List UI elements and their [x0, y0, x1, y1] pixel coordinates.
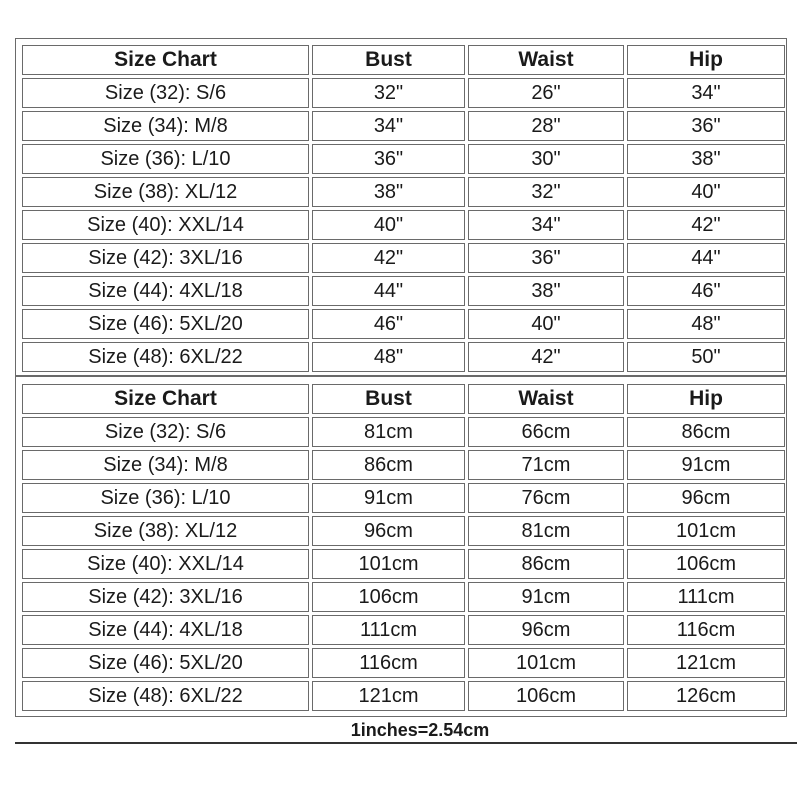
- size-cell: Size (36): L/10: [22, 144, 309, 174]
- waist-cell: 96cm: [468, 615, 624, 645]
- table-row: [22, 549, 785, 579]
- table-row: [22, 615, 785, 645]
- bust-cell: 46": [312, 309, 465, 339]
- size-cell: Size (46): 5XL/20: [22, 309, 309, 339]
- cm-table-body: [22, 417, 785, 711]
- bust-cell: 101cm: [312, 549, 465, 579]
- size-cell: Size (48): 6XL/22: [22, 342, 309, 372]
- waist-cell: 30": [468, 144, 624, 174]
- header-size-chart: Size Chart: [22, 45, 309, 75]
- size-cell: Size (32): S/6: [22, 417, 309, 447]
- table-row: [22, 111, 785, 141]
- header-size-chart: Size Chart: [22, 384, 309, 414]
- table-row: [22, 681, 785, 711]
- hip-cell: 50": [627, 342, 785, 372]
- size-cell: Size (46): 5XL/20: [22, 648, 309, 678]
- waist-cell: 86cm: [468, 549, 624, 579]
- bust-cell: 121cm: [312, 681, 465, 711]
- hip-cell: 46": [627, 276, 785, 306]
- size-cell: Size (42): 3XL/16: [22, 582, 309, 612]
- hip-cell: 44": [627, 243, 785, 273]
- waist-cell: 101cm: [468, 648, 624, 678]
- table-row: [22, 144, 785, 174]
- table-header-row: [22, 384, 785, 414]
- waist-cell: 81cm: [468, 516, 624, 546]
- hip-cell: 116cm: [627, 615, 785, 645]
- size-cell: Size (34): M/8: [22, 450, 309, 480]
- waist-cell: 36": [468, 243, 624, 273]
- size-cell: Size (38): XL/12: [22, 516, 309, 546]
- header-bust: Bust: [312, 384, 465, 414]
- size-cell: Size (36): L/10: [22, 483, 309, 513]
- size-cell: Size (40): XXL/14: [22, 549, 309, 579]
- bust-cell: 38": [312, 177, 465, 207]
- waist-cell: 71cm: [468, 450, 624, 480]
- waist-cell: 66cm: [468, 417, 624, 447]
- bust-cell: 44": [312, 276, 465, 306]
- size-cell: Size (38): XL/12: [22, 177, 309, 207]
- table-row: [22, 342, 785, 372]
- table-row: [22, 483, 785, 513]
- bust-cell: 106cm: [312, 582, 465, 612]
- header-hip: Hip: [627, 45, 785, 75]
- waist-cell: 28": [468, 111, 624, 141]
- table-row: [22, 648, 785, 678]
- bust-cell: 48": [312, 342, 465, 372]
- hip-cell: 106cm: [627, 549, 785, 579]
- bust-cell: 40": [312, 210, 465, 240]
- bust-cell: 34": [312, 111, 465, 141]
- bust-cell: 36": [312, 144, 465, 174]
- hip-cell: 126cm: [627, 681, 785, 711]
- size-cell: Size (48): 6XL/22: [22, 681, 309, 711]
- unit-conversion-note: 1inches=2.54cm: [350, 720, 490, 740]
- waist-cell: 34": [468, 210, 624, 240]
- hip-cell: 91cm: [627, 450, 785, 480]
- table-row: [22, 582, 785, 612]
- table-row: [22, 210, 785, 240]
- waist-cell: 91cm: [468, 582, 624, 612]
- header-hip: Hip: [627, 384, 785, 414]
- table-row: [22, 243, 785, 273]
- waist-cell: 38": [468, 276, 624, 306]
- table-row: [22, 417, 785, 447]
- waist-cell: 42": [468, 342, 624, 372]
- size-chart-inches-table: [19, 42, 788, 375]
- table-row: [22, 309, 785, 339]
- hip-cell: 111cm: [627, 582, 785, 612]
- size-cell: Size (42): 3XL/16: [22, 243, 309, 273]
- table-header-row: [22, 45, 785, 75]
- header-waist: Waist: [468, 45, 624, 75]
- hip-cell: 101cm: [627, 516, 785, 546]
- inches-table-body: [22, 78, 785, 372]
- size-cell: Size (44): 4XL/18: [22, 276, 309, 306]
- table-row: [22, 177, 785, 207]
- table-row: [22, 276, 785, 306]
- hip-cell: 38": [627, 144, 785, 174]
- waist-cell: 106cm: [468, 681, 624, 711]
- hip-cell: 121cm: [627, 648, 785, 678]
- bust-cell: 91cm: [312, 483, 465, 513]
- bust-cell: 96cm: [312, 516, 465, 546]
- bust-cell: 81cm: [312, 417, 465, 447]
- bust-cell: 32": [312, 78, 465, 108]
- hip-cell: 36": [627, 111, 785, 141]
- size-cell: Size (44): 4XL/18: [22, 615, 309, 645]
- table-divider: [15, 375, 787, 377]
- table-row: [22, 516, 785, 546]
- bust-cell: 116cm: [312, 648, 465, 678]
- hip-cell: 42": [627, 210, 785, 240]
- header-bust: Bust: [312, 45, 465, 75]
- size-cell: Size (32): S/6: [22, 78, 309, 108]
- waist-cell: 40": [468, 309, 624, 339]
- bust-cell: 86cm: [312, 450, 465, 480]
- hip-cell: 48": [627, 309, 785, 339]
- bust-cell: 111cm: [312, 615, 465, 645]
- size-cell: Size (40): XXL/14: [22, 210, 309, 240]
- bust-cell: 42": [312, 243, 465, 273]
- table-row: [22, 78, 785, 108]
- hip-cell: 96cm: [627, 483, 785, 513]
- bottom-rule: [15, 742, 797, 744]
- hip-cell: 86cm: [627, 417, 785, 447]
- hip-cell: 40": [627, 177, 785, 207]
- size-chart-cm-table: [19, 381, 788, 714]
- waist-cell: 32": [468, 177, 624, 207]
- waist-cell: 76cm: [468, 483, 624, 513]
- hip-cell: 34": [627, 78, 785, 108]
- size-cell: Size (34): M/8: [22, 111, 309, 141]
- table-row: [22, 450, 785, 480]
- waist-cell: 26": [468, 78, 624, 108]
- header-waist: Waist: [468, 384, 624, 414]
